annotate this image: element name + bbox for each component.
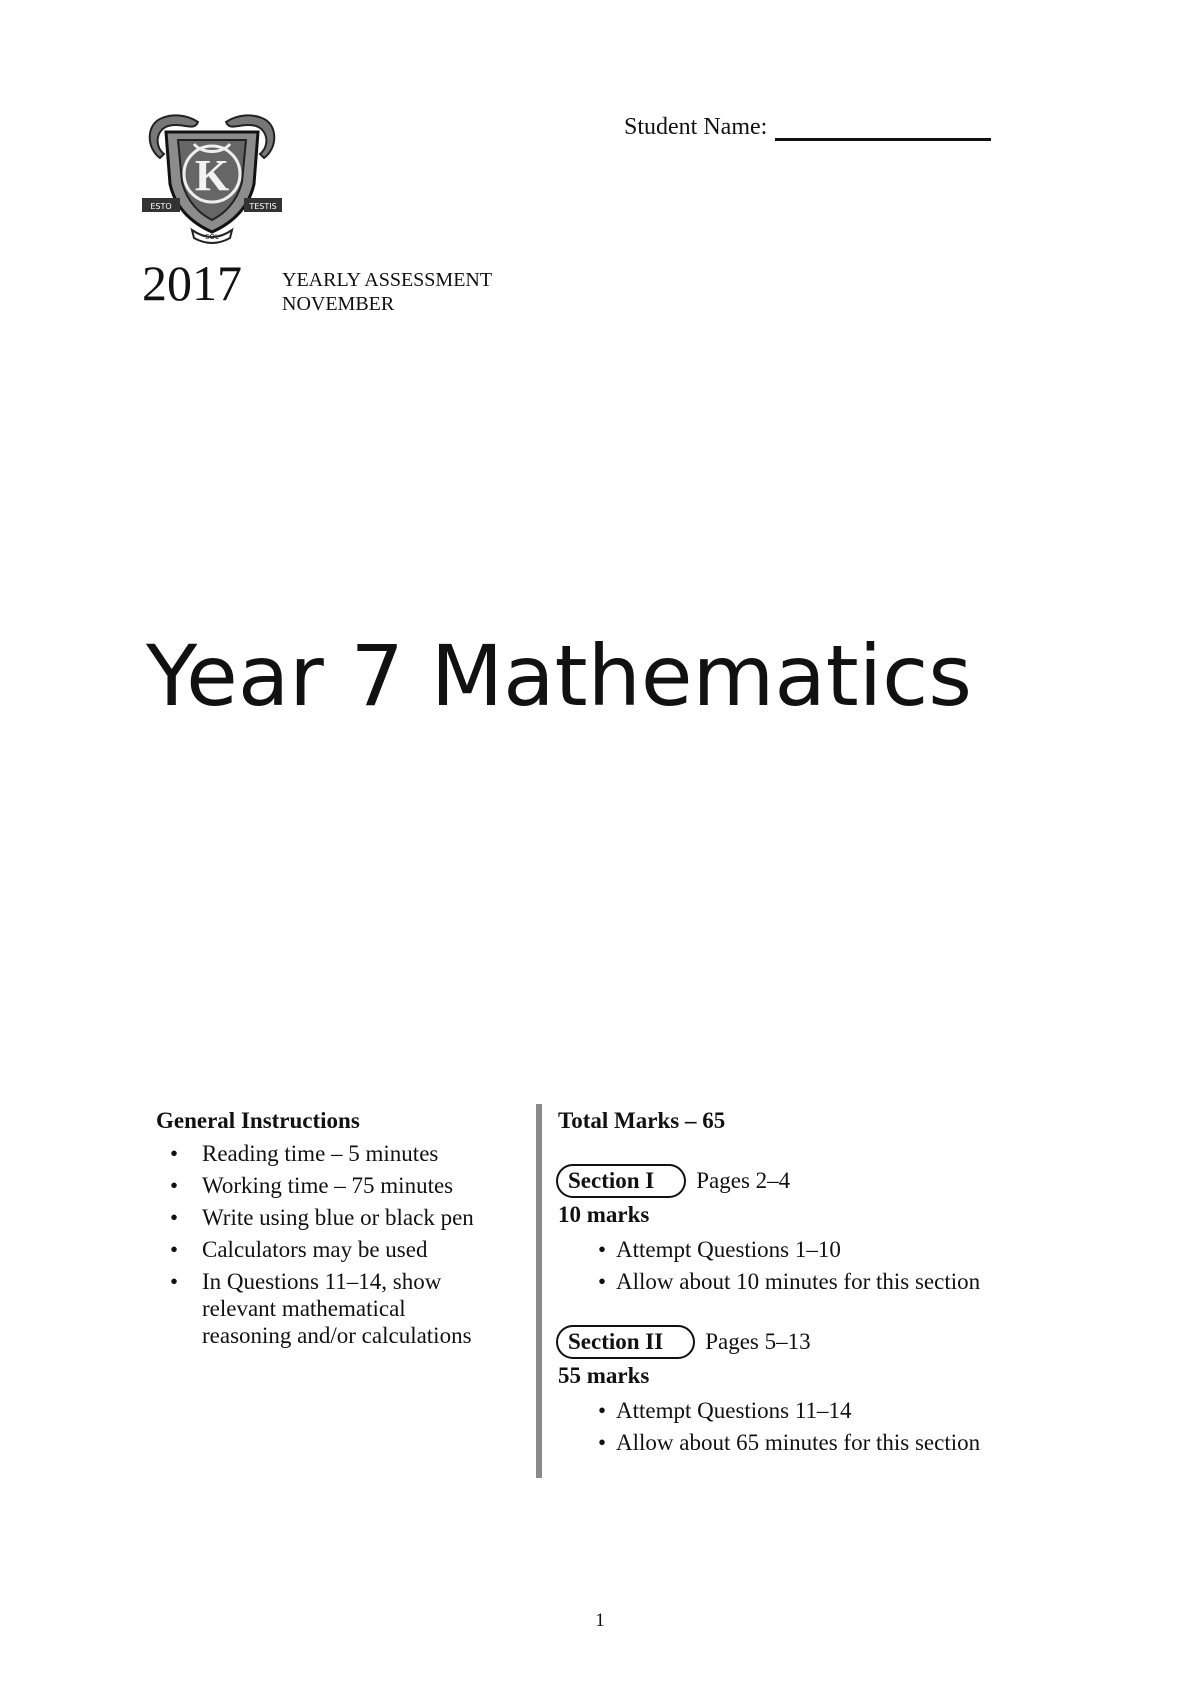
logo-letter: K xyxy=(194,151,230,200)
section-1-list xyxy=(558,1236,1078,1295)
column-divider xyxy=(536,1104,542,1478)
list-item: • Attempt Questions 1–10 xyxy=(558,1236,1078,1263)
section-2-list xyxy=(558,1397,1078,1456)
section-1-label: Section I xyxy=(556,1164,686,1198)
student-name-label: Student Name: xyxy=(624,114,768,140)
section-1-header xyxy=(558,1164,1078,1198)
page-number: 1 xyxy=(595,1610,605,1631)
general-instructions-heading: General Instructions xyxy=(156,1108,360,1133)
list-item: • Allow about 10 minutes for this section xyxy=(558,1268,1078,1295)
total-marks-panel xyxy=(558,1108,1078,1461)
assessment-line-1: YEARLY ASSESSMENT xyxy=(282,269,493,291)
list-item: • Calculators may be used xyxy=(156,1236,516,1263)
list-item: • Reading time – 5 minutes xyxy=(156,1140,516,1167)
general-instructions-list xyxy=(156,1140,516,1349)
general-instructions xyxy=(156,1108,516,1354)
list-item: • Allow about 65 minutes for this section xyxy=(558,1429,1078,1456)
student-name-field xyxy=(624,114,991,141)
assessment-year: 2017 xyxy=(142,255,242,311)
section-2-header xyxy=(558,1325,1078,1359)
logo-motto-left: ESTO xyxy=(150,202,172,211)
student-name-line[interactable] xyxy=(775,118,991,141)
section-1-marks: 10 marks xyxy=(558,1202,650,1227)
section-2-label: Section II xyxy=(556,1325,695,1359)
list-item: • In Questions 11–14, show relevant mathematical reasoning and/or calculations xyxy=(156,1268,472,1349)
list-item: • Working time – 75 minutes xyxy=(156,1172,516,1199)
document-title: Year 7 Mathematics xyxy=(146,627,973,725)
section-2-marks: 55 marks xyxy=(558,1363,650,1388)
list-item: • Write using blue or black pen xyxy=(156,1204,516,1231)
total-marks-heading: Total Marks – 65 xyxy=(558,1108,726,1133)
logo-motto-bottom: SOL xyxy=(205,233,219,241)
school-crest-logo xyxy=(142,114,282,246)
assessment-line-2: NOVEMBER xyxy=(282,293,395,315)
assessment-type xyxy=(282,268,492,316)
list-item: • Attempt Questions 11–14 xyxy=(558,1397,1078,1424)
section-2-pages: Pages 5–13 xyxy=(705,1329,811,1354)
section-1-pages: Pages 2–4 xyxy=(696,1168,791,1193)
logo-motto-right: TESTIS xyxy=(249,202,277,211)
